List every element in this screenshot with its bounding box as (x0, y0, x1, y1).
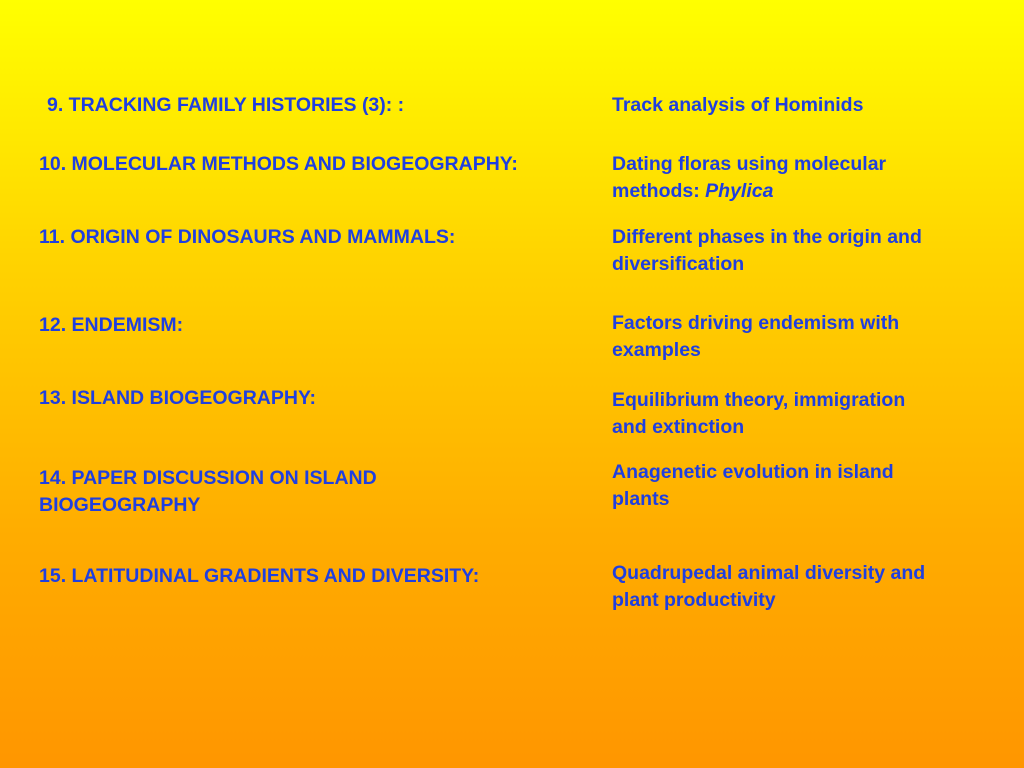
desc-11-line-2: diversification (612, 253, 745, 275)
desc-12 (612, 310, 1012, 364)
topic-14-line-1: 14. PAPER DISCUSSION ON ISLAND (39, 467, 377, 489)
desc-9-line-1: Track analysis of Hominids (612, 94, 864, 116)
topic-9: 9. TRACKING FAMILY HISTORIES (3): : (47, 94, 405, 116)
desc-12-line-1: Factors driving endemism with (612, 312, 900, 334)
desc-15 (612, 560, 1012, 614)
desc-10-italic-term: Phylica (705, 180, 774, 202)
desc-14-line-1: Anagenetic evolution in island (612, 461, 894, 483)
desc-12-line-2: examples (612, 339, 701, 361)
desc-13 (612, 387, 1012, 441)
topic-14-line-2: BIOGEOGRAPHY (39, 494, 201, 516)
desc-10 (612, 151, 1012, 205)
desc-15-line-1: Quadrupedal animal diversity and (612, 562, 926, 584)
desc-9 (612, 92, 1012, 119)
desc-11-line-1: Different phases in the origin and (612, 226, 922, 248)
desc-10-line-1: Dating floras using molecular (612, 153, 887, 175)
topic-10: 10. MOLECULAR METHODS AND BIOGEOGRAPHY: (39, 153, 518, 175)
desc-14-line-2: plants (612, 488, 670, 510)
desc-11 (612, 224, 1012, 278)
desc-10-line-2 (612, 178, 1012, 205)
desc-15-line-2: plant productivity (612, 589, 776, 611)
desc-10-prefix: methods: (612, 180, 706, 202)
topic-11: 11. ORIGIN OF DINOSAURS AND MAMMALS: (39, 226, 456, 248)
desc-13-line-2: and extinction (612, 416, 745, 438)
topic-15: 15. LATITUDINAL GRADIENTS AND DIVERSITY: (39, 565, 480, 587)
topic-12: 12. ENDEMISM: (39, 314, 184, 336)
desc-13-line-1: Equilibrium theory, immigration (612, 389, 906, 411)
topic-13: 13. ISLAND BIOGEOGRAPHY: (39, 387, 317, 409)
desc-14 (612, 459, 1012, 513)
topic-14 (39, 465, 604, 519)
